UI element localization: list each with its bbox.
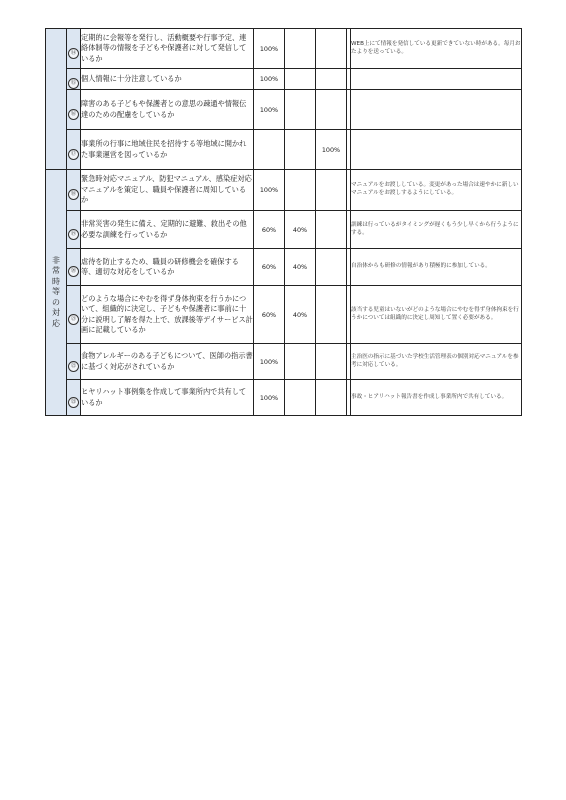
item-text: 緊急時対応マニュアル、防犯マニュアル、感染症対応マニュアルを策定し、職員や保護者に周知しているか (81, 170, 254, 211)
item-text: 事業所の行事に地域住民を招待する等地域に開かれた事業運営を図っているか (81, 130, 254, 170)
item-text: 定期的に会報等を発行し、活動概要や行事予定、連絡体制等の情報を子どもや保護者に対して発信しているか (81, 29, 254, 69)
table-row (46, 130, 522, 170)
value-somewhat (285, 344, 316, 380)
row-number-cell (67, 29, 81, 69)
evaluation-table (45, 28, 522, 416)
item-text: どのような場合にやむを得ず身体拘束を行うかについて、組織的に決定し、子どもや保護者に事前に十分に説明し了解を得た上で、放課後等デイサービス計画に記載しているか (81, 286, 254, 344)
table-row (46, 90, 522, 130)
improvement-note: マニュアルをお渡ししている。変更があった場合は速やかに新しいマニュアルをお渡しするようにしている。 (351, 170, 522, 211)
value-somewhat (285, 29, 316, 69)
value-somewhat (285, 380, 316, 416)
row-number: ⑯ (68, 109, 79, 120)
improvement-note: 該当する児童はいないがどのような場合にやむを得ず身体拘束を行うかについては組織的に決定し周知して置く必要がある。 (351, 286, 522, 344)
value-no (316, 344, 347, 380)
row-number: ㉒ (68, 361, 79, 372)
value-yes: 100% (254, 69, 285, 90)
row-number: ⑳ (68, 266, 79, 277)
row-number-cell (67, 249, 81, 286)
value-yes: 100% (254, 170, 285, 211)
row-number-cell (67, 380, 81, 416)
value-somewhat: 40% (285, 286, 316, 344)
category-label: 非常時等の対応 (52, 255, 60, 328)
value-no (316, 249, 347, 286)
value-yes: 60% (254, 249, 285, 286)
value-yes: 100% (254, 29, 285, 69)
item-text: 個人情報に十分注意しているか (81, 69, 254, 90)
improvement-note: 自治体からも研修の情報があり積極的に参加している。 (351, 249, 522, 286)
value-no (316, 170, 347, 211)
row-number: ⑲ (68, 229, 79, 240)
value-yes: 100% (254, 90, 285, 130)
improvement-note: 訓練は行っているがタイミングが遅くもう少し早くから行うようにする。 (351, 211, 522, 249)
category-label-cell (46, 170, 67, 416)
row-number: ⑭ (68, 48, 79, 59)
value-yes (254, 130, 285, 170)
table-row (46, 29, 522, 69)
row-number-cell (67, 69, 81, 90)
value-yes: 100% (254, 380, 285, 416)
improvement-note (351, 130, 522, 170)
value-no (316, 90, 347, 130)
item-text: 障害のある子どもや保護者との意思の疎通や情報伝達のための配慮をしているか (81, 90, 254, 130)
table-row (46, 380, 522, 416)
item-text: 非常災害の発生に備え、定期的に避難、救出その他必要な訓練を行っているか (81, 211, 254, 249)
value-somewhat (285, 130, 316, 170)
value-no (316, 211, 347, 249)
table-row (46, 344, 522, 380)
row-number-cell (67, 286, 81, 344)
value-somewhat (285, 170, 316, 211)
row-number: ⑮ (68, 78, 79, 89)
value-no (316, 29, 347, 69)
row-number-cell (67, 130, 81, 170)
value-yes: 60% (254, 286, 285, 344)
category-cell-continued (46, 29, 67, 170)
value-somewhat (285, 90, 316, 130)
evaluation-sheet (45, 28, 521, 416)
row-number: ㉓ (68, 397, 79, 408)
improvement-note (351, 69, 522, 90)
item-text: ヒヤリハット事例集を作成して事業所内で共有しているか (81, 380, 254, 416)
item-text: 食物アレルギーのある子どもについて、医師の指示書に基づく対応がされているか (81, 344, 254, 380)
improvement-note: 主治医の指示に基づいた学校生活管理表の個別対応マニュアルを参考に対応している。 (351, 344, 522, 380)
row-number-cell (67, 344, 81, 380)
value-somewhat: 40% (285, 249, 316, 286)
row-number-cell (67, 90, 81, 130)
improvement-note: 事故・ヒアリハット報告書を作成し事業所内で共有している。 (351, 380, 522, 416)
table-row (46, 249, 522, 286)
value-no: 100% (316, 130, 347, 170)
table-row (46, 69, 522, 90)
row-number: ⑰ (68, 149, 79, 160)
table-row (46, 286, 522, 344)
value-no (316, 69, 347, 90)
improvement-note: WEB上にて情報を発信している更新できていない時がある。毎月おたよりを送っている。 (351, 29, 522, 69)
value-yes: 100% (254, 344, 285, 380)
value-no (316, 286, 347, 344)
improvement-note (351, 90, 522, 130)
row-number-cell (67, 211, 81, 249)
value-somewhat: 40% (285, 211, 316, 249)
table-row (46, 211, 522, 249)
row-number: ⑱ (68, 189, 79, 200)
value-yes: 60% (254, 211, 285, 249)
table-row (46, 170, 522, 211)
row-number-cell (67, 170, 81, 211)
item-text: 虐待を防止するため、職員の研修機会を確保する等、適切な対応をしているか (81, 249, 254, 286)
value-somewhat (285, 69, 316, 90)
row-number: ㉑ (68, 314, 79, 325)
value-no (316, 380, 347, 416)
